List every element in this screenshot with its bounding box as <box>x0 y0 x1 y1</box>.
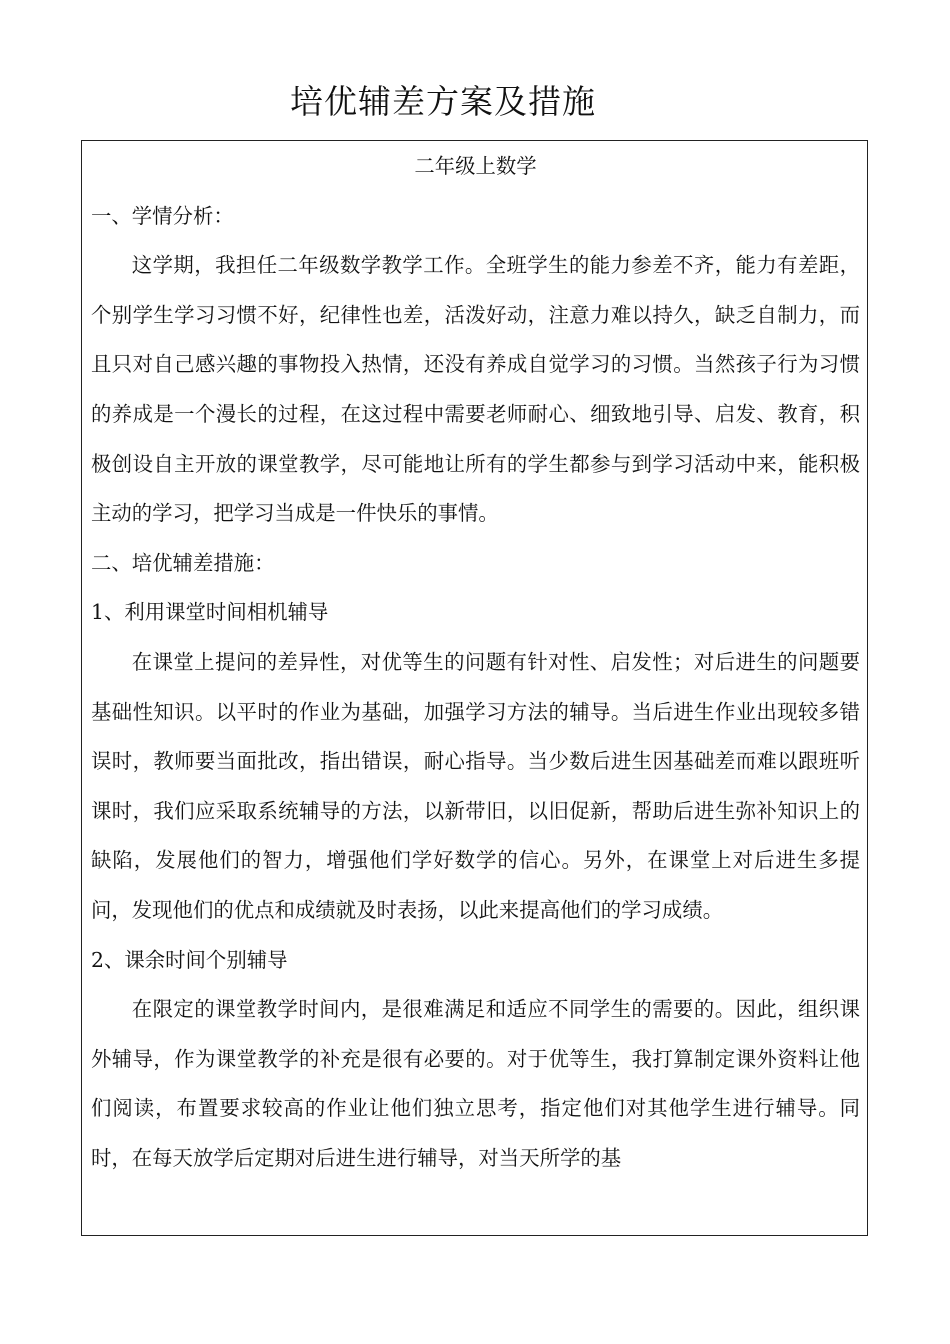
measure-1-heading: 1、利用课堂时间相机辅导 <box>91 600 329 625</box>
content-frame <box>81 140 868 1236</box>
section-heading-analysis: 一、学情分析： <box>91 203 234 228</box>
analysis-paragraph: 这学期，我担任二年级数学教学工作。全班学生的能力参差不齐，能力有差距，个别学生学习习惯不好，纪律性也差，活泼好动，注意力难以持久，缺乏自制力，而且只对自己感兴趣的事物投入热情，还没有养成自觉学习的习惯。当然孩子行为习惯的养成是一个漫长的过程，在这过程中需要老师耐心、细致地引导、启发、教育，积极创设自主开放的课堂教学，尽可能地让所有的学生都参与到学习活动中来，能积极主动的学习，把学习当成是一件快乐的事情。 <box>91 253 860 526</box>
document-title: 培优辅差方案及措施 <box>290 82 596 121</box>
measure-2-heading: 2、课余时间个别辅导 <box>91 947 288 972</box>
measure-1-paragraph: 在课堂上提问的差异性，对优等生的问题有针对性、启发性；对后进生的问题要基础性知识。以平时的作业为基础，加强学习方法的辅导。当后进生作业出现较多错误时，教师要当面批改，指出错误，耐心指导。当少数后进生因基础差而难以跟班听课时，我们应采取系统辅导的方法，以新带旧，以旧促新，帮助后进生弥补知识上的缺陷，发展他们的智力，增强他们学好数学的信心。另外，在课堂上对后进生多提问，发现他们的优点和成绩就及时表扬，以此来提高他们的学习成绩。 <box>91 649 860 922</box>
measure-2-paragraph: 在限定的课堂教学时间内，是很难满足和适应不同学生的需要的。因此，组织课外辅导，作为课堂教学的补充是很有必要的。对于优等生，我打算制定课外资料让他们阅读，布置要求较高的作业让他们独立思考，指定他们对其他学生进行辅导。同时，在每天放学后定期对后进生进行辅导，对当天所学的基 <box>91 997 860 1170</box>
section-heading-measures: 二、培优辅差措施： <box>91 550 275 575</box>
document-body <box>91 142 860 1183</box>
document-subtitle: 二年级上数学 <box>414 154 537 178</box>
